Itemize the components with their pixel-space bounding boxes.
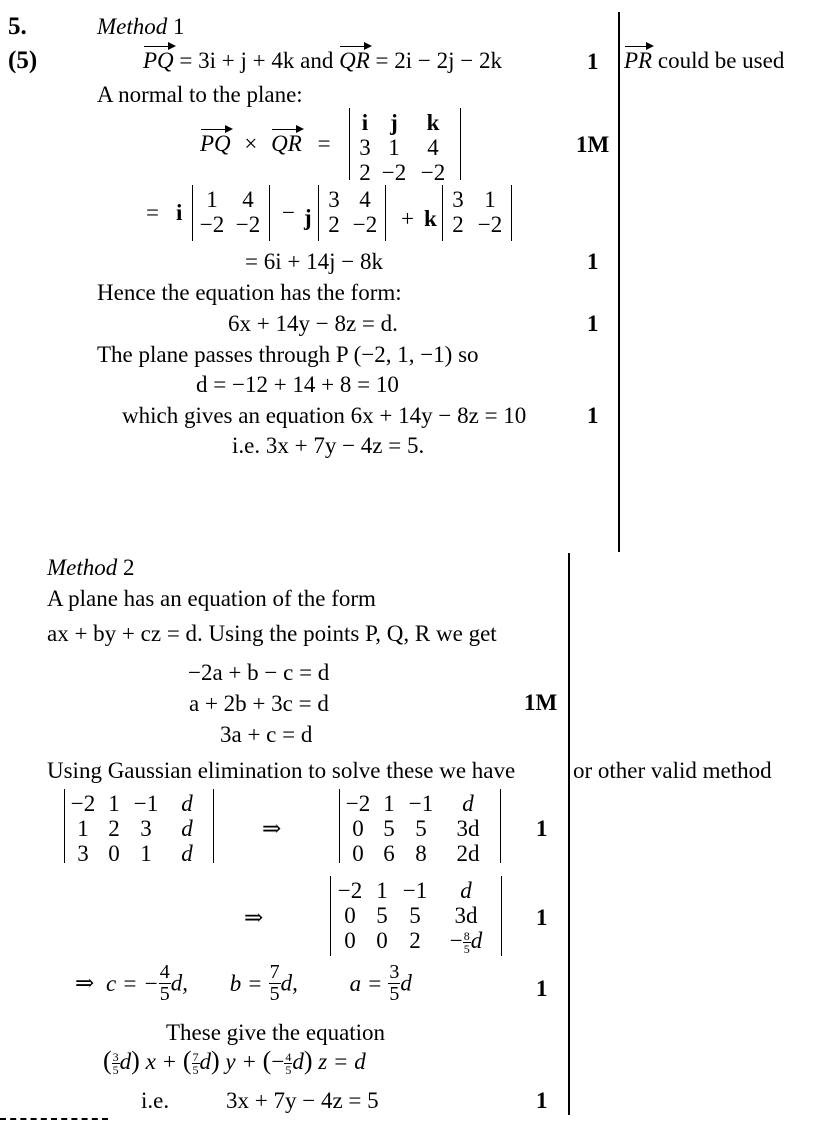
question-number: 5.	[8, 13, 27, 40]
these-text: These give the equation	[166, 1020, 386, 1045]
arrow-1: ⇒	[262, 816, 282, 841]
system-eq-1: −2a + b − c = d	[188, 660, 330, 685]
plane-form: 6x + 14y − 8z = d.	[228, 311, 398, 336]
matrix-3-entries: −2 1 −1 d 0 5 5 3d 0 0 2 − $\frac{8}{5}$ d	[332, 879, 498, 955]
system-eq-2: a + 2b + 3c = d	[189, 691, 329, 716]
expansion-plus: +	[401, 206, 414, 231]
determinant-j-entries: 3 4 2 −2	[328, 187, 378, 237]
system-eq-3: 3a + c = d	[220, 722, 313, 747]
method1-heading: Method 1	[97, 14, 185, 39]
hence-text: Hence the equation has the form:	[97, 280, 402, 305]
cross-product: PQ × QR =	[200, 131, 331, 156]
mark-cross: 1M	[576, 132, 610, 157]
margin-rule-method2	[568, 553, 570, 1115]
mark-gives: 1	[587, 403, 599, 428]
determinant-i-entries: 1 4 −2 −2	[199, 187, 261, 237]
d-value: d = −12 + 14 + 8 = 10	[196, 372, 399, 397]
arrow-2: ⇒	[244, 905, 264, 930]
method1-vectors-line: PQ = 3i + j + 4k and QR = 2i − 2j − 2k	[143, 48, 502, 73]
note-pr: PR could be used	[624, 48, 785, 73]
final-equation: 3x + 7y − 4z = 5	[226, 1088, 379, 1113]
gives-equation: which gives an equation 6x + 14y − 8z = 10	[122, 403, 527, 428]
mark-solution: 1	[536, 976, 548, 1001]
matrix-3-last-entry: − $\frac{8}{5}$ d	[449, 928, 483, 957]
method1-final: i.e. 3x + 7y − 4z = 5.	[232, 433, 425, 458]
mark-result: 1	[587, 249, 599, 274]
mark-matrix-3: 1	[536, 905, 548, 930]
footer-dash	[0, 1118, 108, 1120]
expansion-i: i	[176, 200, 183, 225]
expansion-j: j	[304, 205, 312, 230]
mark-final: 1	[536, 1088, 548, 1113]
expansion-k: k	[424, 206, 437, 231]
fraction-equation: ( $\frac{3}{5}$ d) x + ( $\frac{7}{5}$ d) y + (− $\frac{4}{5}$ d) z = d	[103, 1046, 366, 1078]
cross-result: = 6i + 14j − 8k	[245, 249, 383, 274]
mark-system: 1M	[524, 690, 558, 715]
expansion-eq: =	[146, 200, 159, 225]
solution-line: ⇒ c = − $\frac{4}{5}$ d, b = $\frac{7}{5}$ d, a = $\frac{3}{5}$ d	[75, 961, 412, 1005]
question-marks: (5)	[8, 47, 38, 74]
matrix-2-entries: −2 1 −1 d 0 5 5 3d 0 6 8 2d	[345, 791, 480, 866]
determinant-main-entries: i j k 3 1 4 2 −2 −2	[359, 110, 446, 185]
mark-vectors: 1	[587, 49, 599, 74]
passes-text: The plane passes through P (−2, 1, −1) so	[97, 342, 479, 367]
determinant-k-entries: 3 1 2 −2	[452, 187, 503, 237]
note-other-method: or other valid method	[573, 758, 772, 783]
ie-label: i.e.	[141, 1088, 170, 1113]
gauss-text: Using Gaussian elimination to solve these we have	[47, 758, 516, 783]
method2-intro-1: A plane has an equation of the form	[47, 586, 376, 611]
method2-heading: Method 2	[47, 555, 135, 580]
margin-rule-method1	[618, 12, 620, 552]
method2-intro-2: ax + by + cz = d. Using the points P, Q, R we get	[47, 621, 497, 646]
normal-text: A normal to the plane:	[97, 82, 303, 107]
expansion-minus: −	[282, 200, 295, 225]
mark-matrix-2: 1	[536, 816, 548, 841]
mark-form: 1	[587, 311, 599, 336]
matrix-1-entries: −2 1 −1 d 1 2 3 d 3 0 1 d	[70, 791, 193, 866]
